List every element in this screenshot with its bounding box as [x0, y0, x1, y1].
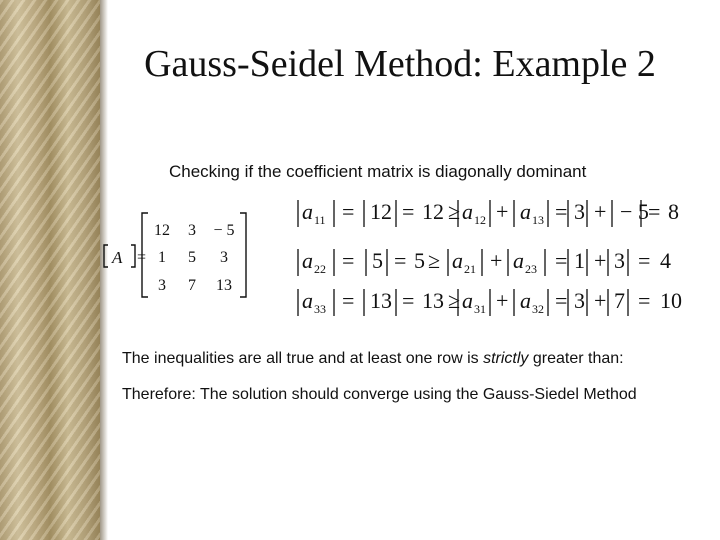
- coefficient-matrix: [100, 205, 280, 305]
- svg-text:=: =: [638, 288, 651, 313]
- svg-text:=: =: [648, 199, 661, 224]
- svg-text:4: 4: [660, 248, 671, 273]
- svg-text:23: 23: [525, 262, 537, 276]
- svg-text:8: 8: [668, 199, 679, 224]
- svg-text:33: 33: [314, 302, 326, 316]
- matrix-cell: 1: [158, 249, 166, 266]
- svg-text:3: 3: [574, 199, 585, 224]
- svg-text:+: +: [594, 199, 607, 224]
- svg-text:a: a: [452, 248, 463, 273]
- svg-text:a: a: [462, 288, 473, 313]
- svg-text:=: =: [555, 288, 568, 313]
- svg-text:5: 5: [414, 248, 425, 273]
- diagonal-dominance-inequalities: [290, 192, 700, 327]
- matrix-bracket-right: [240, 213, 246, 297]
- svg-text:3: 3: [614, 248, 625, 273]
- matrix-cell: 12: [154, 222, 170, 239]
- svg-text:=: =: [555, 248, 568, 273]
- svg-text:=: =: [402, 199, 415, 224]
- slide-subtitle: Checking if the coefficient matrix is diagonally dominant: [169, 162, 587, 181]
- svg-text:a: a: [302, 248, 313, 273]
- matrix-name-bracket-right: [131, 245, 135, 267]
- svg-text:7: 7: [614, 288, 625, 313]
- svg-text:31: 31: [474, 302, 486, 316]
- svg-text:≥: ≥: [428, 248, 441, 273]
- svg-text:12: 12: [370, 199, 392, 224]
- matrix-cell: 3: [220, 249, 228, 266]
- svg-text:=: =: [555, 199, 568, 224]
- svg-text:a: a: [462, 199, 473, 224]
- matrix-cell: 3: [188, 222, 196, 239]
- equals-sign: =: [137, 249, 147, 266]
- emphasis-strictly: strictly: [483, 350, 529, 367]
- svg-text:=: =: [342, 199, 355, 224]
- svg-text:a: a: [520, 199, 531, 224]
- svg-text:13: 13: [422, 288, 444, 313]
- svg-text:+: +: [594, 248, 607, 273]
- matrix-cell: 7: [188, 277, 196, 294]
- svg-text:a: a: [520, 288, 531, 313]
- svg-text:− 5: − 5: [620, 199, 649, 224]
- svg-text:≥: ≥: [448, 288, 461, 313]
- svg-text:=: =: [638, 248, 651, 273]
- svg-text:=: =: [394, 248, 407, 273]
- svg-text:32: 32: [532, 302, 544, 316]
- svg-text:21: 21: [464, 262, 476, 276]
- matrix-cell: 13: [216, 277, 232, 294]
- svg-text:12: 12: [422, 199, 444, 224]
- therefore-text: Therefore: The solution should converge using the Gauss-Siedel Method: [122, 386, 637, 403]
- svg-text:a: a: [513, 248, 524, 273]
- matrix-cell: 5: [188, 249, 196, 266]
- svg-text:13: 13: [370, 288, 392, 313]
- svg-text:+: +: [496, 199, 509, 224]
- svg-text:+: +: [490, 248, 503, 273]
- decorative-gold-border: [0, 0, 100, 540]
- svg-text:=: =: [402, 288, 415, 313]
- svg-text:a: a: [302, 199, 313, 224]
- svg-text:+: +: [496, 288, 509, 313]
- svg-text:≥: ≥: [448, 199, 461, 224]
- svg-text:=: =: [342, 248, 355, 273]
- inequality-row-2: [302, 248, 671, 276]
- inequality-row-3: [302, 288, 682, 316]
- matrix-name-bracket-left: [104, 245, 108, 267]
- conclusion-text: The inequalities are all true and at least one row is strictly greater than:: [122, 350, 624, 367]
- svg-text:11: 11: [314, 213, 326, 227]
- svg-text:+: +: [594, 288, 607, 313]
- matrix-cell: 3: [158, 277, 166, 294]
- svg-text:=: =: [342, 288, 355, 313]
- svg-text:3: 3: [574, 288, 585, 313]
- matrix-name: A: [112, 248, 123, 267]
- svg-text:12: 12: [474, 213, 486, 227]
- svg-text:a: a: [302, 288, 313, 313]
- matrix-cell: − 5: [213, 222, 235, 239]
- svg-text:10: 10: [660, 288, 682, 313]
- slide-title: Gauss-Seidel Method: Example 2: [144, 43, 656, 85]
- svg-text:13: 13: [532, 213, 544, 227]
- svg-text:22: 22: [314, 262, 326, 276]
- svg-text:1: 1: [574, 248, 585, 273]
- svg-text:5: 5: [372, 248, 383, 273]
